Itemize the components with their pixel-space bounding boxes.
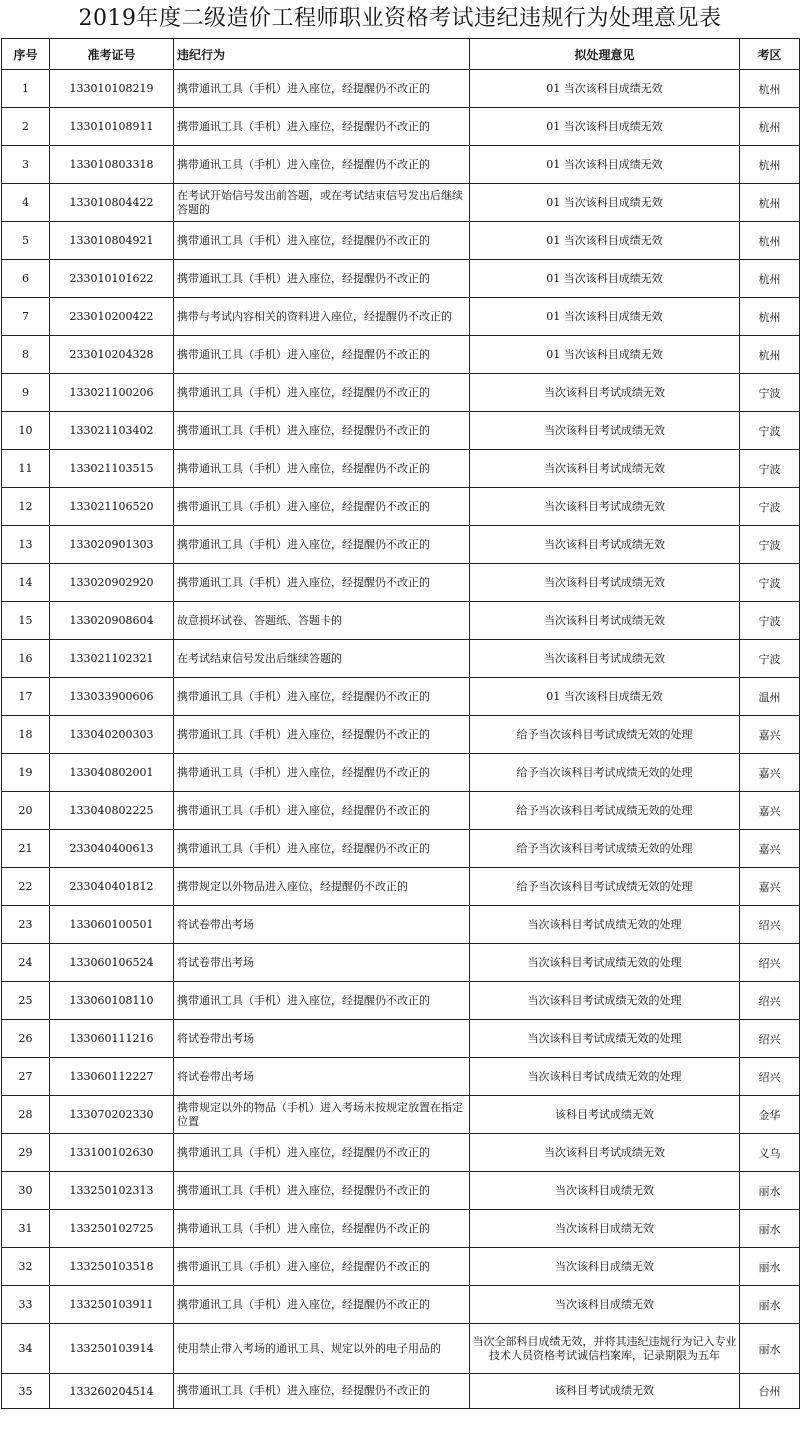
row-index: 12 — [2, 488, 50, 526]
table-row — [2, 754, 800, 792]
header-violation: 违纪行为 — [174, 39, 470, 70]
row-ticket-number: 133010803318 — [50, 146, 174, 184]
row-index: 7 — [2, 298, 50, 336]
row-ticket-number: 133250103911 — [50, 1286, 174, 1324]
table-row — [2, 868, 800, 906]
row-proposed-action: 给予当次该科目考试成绩无效的处理 — [470, 792, 740, 830]
row-index: 1 — [2, 70, 50, 108]
table-row — [2, 336, 800, 374]
row-ticket-number: 133060112227 — [50, 1058, 174, 1096]
row-ticket-number: 133010804921 — [50, 222, 174, 260]
row-index: 32 — [2, 1248, 50, 1286]
row-violation: 在考试结束信号发出后继续答题的 — [174, 640, 470, 678]
row-exam-area: 义乌 — [740, 1134, 800, 1172]
table-row — [2, 450, 800, 488]
row-violation: 携带通讯工具（手机）进入座位，经提醒仍不改正的 — [174, 488, 470, 526]
row-proposed-action: 当次该科目考试成绩无效 — [470, 488, 740, 526]
row-exam-area: 宁波 — [740, 488, 800, 526]
row-violation: 携带通讯工具（手机）进入座位，经提醒仍不改正的 — [174, 336, 470, 374]
row-exam-area: 嘉兴 — [740, 716, 800, 754]
table-row — [2, 564, 800, 602]
row-ticket-number: 133250103518 — [50, 1248, 174, 1286]
row-index: 11 — [2, 450, 50, 488]
row-index: 2 — [2, 108, 50, 146]
row-exam-area: 嘉兴 — [740, 792, 800, 830]
row-violation: 将试卷带出考场 — [174, 1020, 470, 1058]
table-row — [2, 70, 800, 108]
row-exam-area: 金华 — [740, 1096, 800, 1134]
row-index: 10 — [2, 412, 50, 450]
table-row — [2, 716, 800, 754]
row-violation: 携带规定以外的物品（手机）进入考场未按规定放置在指定位置 — [174, 1096, 470, 1134]
row-ticket-number: 133040200303 — [50, 716, 174, 754]
row-index: 13 — [2, 526, 50, 564]
table-row — [2, 222, 800, 260]
row-exam-area: 温州 — [740, 678, 800, 716]
table-row — [2, 412, 800, 450]
row-exam-area: 台州 — [740, 1374, 800, 1409]
row-proposed-action: 当次该科目考试成绩无效 — [470, 450, 740, 488]
row-index: 35 — [2, 1374, 50, 1409]
row-index: 28 — [2, 1096, 50, 1134]
row-proposed-action: 01 当次该科目成绩无效 — [470, 298, 740, 336]
row-proposed-action: 当次该科目考试成绩无效 — [470, 412, 740, 450]
row-violation: 携带通讯工具（手机）进入座位，经提醒仍不改正的 — [174, 108, 470, 146]
table-row — [2, 374, 800, 412]
row-ticket-number: 133060106524 — [50, 944, 174, 982]
row-proposed-action: 当次该科目成绩无效 — [470, 1286, 740, 1324]
row-violation: 携带通讯工具（手机）进入座位，经提醒仍不改正的 — [174, 146, 470, 184]
row-index: 18 — [2, 716, 50, 754]
row-exam-area: 绍兴 — [740, 906, 800, 944]
row-proposed-action: 当次该科目考试成绩无效的处理 — [470, 906, 740, 944]
row-index: 20 — [2, 792, 50, 830]
row-exam-area: 杭州 — [740, 108, 800, 146]
row-index: 29 — [2, 1134, 50, 1172]
row-ticket-number: 133020908604 — [50, 602, 174, 640]
row-proposed-action: 01 当次该科目成绩无效 — [470, 678, 740, 716]
row-index: 31 — [2, 1210, 50, 1248]
row-violation: 故意损坏试卷、答题纸、答题卡的 — [174, 602, 470, 640]
row-exam-area: 丽水 — [740, 1248, 800, 1286]
row-exam-area: 嘉兴 — [740, 754, 800, 792]
row-proposed-action: 01 当次该科目成绩无效 — [470, 70, 740, 108]
row-violation: 携带与考试内容相关的资料进入座位，经提醒仍不改正的 — [174, 298, 470, 336]
row-ticket-number: 133070202330 — [50, 1096, 174, 1134]
header-proposed-action: 拟处理意见 — [470, 39, 740, 70]
row-violation: 携带通讯工具（手机）进入座位，经提醒仍不改正的 — [174, 450, 470, 488]
page-title: 2019年度二级造价工程师职业资格考试违纪违规行为处理意见表 — [78, 6, 722, 31]
row-ticket-number: 133021103515 — [50, 450, 174, 488]
row-exam-area: 杭州 — [740, 336, 800, 374]
row-exam-area: 绍兴 — [740, 1058, 800, 1096]
row-ticket-number: 133260204514 — [50, 1374, 174, 1409]
row-index: 33 — [2, 1286, 50, 1324]
row-proposed-action: 01 当次该科目成绩无效 — [470, 146, 740, 184]
row-ticket-number: 233040400613 — [50, 830, 174, 868]
row-proposed-action: 当次该科目成绩无效 — [470, 1210, 740, 1248]
row-violation: 将试卷带出考场 — [174, 906, 470, 944]
table-header-row — [2, 39, 800, 70]
row-index: 26 — [2, 1020, 50, 1058]
row-proposed-action: 给予当次该科目考试成绩无效的处理 — [470, 868, 740, 906]
row-proposed-action: 当次该科目考试成绩无效的处理 — [470, 982, 740, 1020]
row-proposed-action: 给予当次该科目考试成绩无效的处理 — [470, 830, 740, 868]
table-row — [2, 640, 800, 678]
row-index: 9 — [2, 374, 50, 412]
table-body — [2, 70, 800, 1409]
row-violation: 携带通讯工具（手机）进入座位，经提醒仍不改正的 — [174, 1248, 470, 1286]
row-index: 24 — [2, 944, 50, 982]
row-exam-area: 绍兴 — [740, 944, 800, 982]
table-row — [2, 146, 800, 184]
row-exam-area: 宁波 — [740, 564, 800, 602]
row-exam-area: 嘉兴 — [740, 830, 800, 868]
row-violation: 携带通讯工具（手机）进入座位，经提醒仍不改正的 — [174, 1210, 470, 1248]
row-proposed-action: 当次该科目考试成绩无效的处理 — [470, 1020, 740, 1058]
row-proposed-action: 当次该科目考试成绩无效 — [470, 374, 740, 412]
row-index: 6 — [2, 260, 50, 298]
row-violation: 携带通讯工具（手机）进入座位，经提醒仍不改正的 — [174, 412, 470, 450]
header-index: 序号 — [2, 39, 50, 70]
row-ticket-number: 133100102630 — [50, 1134, 174, 1172]
table-row — [2, 1324, 800, 1374]
row-index: 3 — [2, 146, 50, 184]
row-violation: 携带通讯工具（手机）进入座位，经提醒仍不改正的 — [174, 1374, 470, 1409]
row-ticket-number: 133250102725 — [50, 1210, 174, 1248]
table-row — [2, 1134, 800, 1172]
row-index: 22 — [2, 868, 50, 906]
row-proposed-action: 当次该科目考试成绩无效 — [470, 602, 740, 640]
row-index: 23 — [2, 906, 50, 944]
row-violation: 将试卷带出考场 — [174, 944, 470, 982]
table-row — [2, 1286, 800, 1324]
row-violation: 使用禁止带入考场的通讯工具、规定以外的电子用品的 — [174, 1324, 470, 1374]
row-index: 8 — [2, 336, 50, 374]
row-index: 34 — [2, 1324, 50, 1374]
row-ticket-number: 133020902920 — [50, 564, 174, 602]
table-row — [2, 260, 800, 298]
row-exam-area: 杭州 — [740, 222, 800, 260]
row-proposed-action: 给予当次该科目考试成绩无效的处理 — [470, 754, 740, 792]
row-proposed-action: 当次该科目成绩无效 — [470, 1248, 740, 1286]
row-index: 30 — [2, 1172, 50, 1210]
row-exam-area: 宁波 — [740, 374, 800, 412]
table-row — [2, 1058, 800, 1096]
table-row — [2, 1374, 800, 1409]
row-ticket-number: 133010108219 — [50, 70, 174, 108]
row-ticket-number: 133040802225 — [50, 792, 174, 830]
row-index: 25 — [2, 982, 50, 1020]
row-ticket-number: 133250102313 — [50, 1172, 174, 1210]
row-proposed-action: 当次该科目考试成绩无效 — [470, 564, 740, 602]
row-exam-area: 绍兴 — [740, 982, 800, 1020]
row-proposed-action: 当次该科目考试成绩无效 — [470, 1134, 740, 1172]
row-ticket-number: 233040401812 — [50, 868, 174, 906]
row-violation: 携带通讯工具（手机）进入座位，经提醒仍不改正的 — [174, 526, 470, 564]
table-row — [2, 944, 800, 982]
row-violation: 携带通讯工具（手机）进入座位，经提醒仍不改正的 — [174, 564, 470, 602]
row-exam-area: 宁波 — [740, 412, 800, 450]
row-exam-area: 丽水 — [740, 1172, 800, 1210]
row-exam-area: 宁波 — [740, 450, 800, 488]
row-index: 27 — [2, 1058, 50, 1096]
row-proposed-action: 01 当次该科目成绩无效 — [470, 222, 740, 260]
row-ticket-number: 133021103402 — [50, 412, 174, 450]
row-exam-area: 绍兴 — [740, 1020, 800, 1058]
table-row — [2, 526, 800, 564]
row-violation: 携带通讯工具（手机）进入座位，经提醒仍不改正的 — [174, 678, 470, 716]
row-index: 16 — [2, 640, 50, 678]
row-index: 19 — [2, 754, 50, 792]
table-row — [2, 1020, 800, 1058]
row-violation: 携带规定以外物品进入座位，经提醒仍不改正的 — [174, 868, 470, 906]
row-proposed-action: 当次该科目考试成绩无效的处理 — [470, 944, 740, 982]
table-row — [2, 982, 800, 1020]
row-proposed-action: 当次全部科目成绩无效，并将其违纪违规行为记入专业技术人员资格考试诚信档案库，记录期限为五年 — [470, 1324, 740, 1374]
row-violation: 将试卷带出考场 — [174, 1058, 470, 1096]
row-violation: 在考试开始信号发出前答题，或在考试结束信号发出后继续答题的 — [174, 184, 470, 222]
row-ticket-number: 133250103914 — [50, 1324, 174, 1374]
table-row — [2, 1248, 800, 1286]
row-ticket-number: 133020901303 — [50, 526, 174, 564]
table-row — [2, 184, 800, 222]
row-ticket-number: 133033900606 — [50, 678, 174, 716]
row-violation: 携带通讯工具（手机）进入座位，经提醒仍不改正的 — [174, 1286, 470, 1324]
row-ticket-number: 133021100206 — [50, 374, 174, 412]
row-exam-area: 丽水 — [740, 1286, 800, 1324]
header-ticket-number: 准考证号 — [50, 39, 174, 70]
row-violation: 携带通讯工具（手机）进入座位，经提醒仍不改正的 — [174, 830, 470, 868]
row-proposed-action: 该科目考试成绩无效 — [470, 1374, 740, 1409]
row-violation: 携带通讯工具（手机）进入座位，经提醒仍不改正的 — [174, 716, 470, 754]
row-index: 21 — [2, 830, 50, 868]
row-ticket-number: 133060108110 — [50, 982, 174, 1020]
table-row — [2, 906, 800, 944]
row-proposed-action: 01 当次该科目成绩无效 — [470, 108, 740, 146]
row-proposed-action: 给予当次该科目考试成绩无效的处理 — [470, 716, 740, 754]
table-row — [2, 602, 800, 640]
violations-table — [1, 38, 800, 1409]
table-row — [2, 1172, 800, 1210]
row-violation: 携带通讯工具（手机）进入座位，经提醒仍不改正的 — [174, 754, 470, 792]
row-exam-area: 丽水 — [740, 1324, 800, 1374]
table-row — [2, 488, 800, 526]
row-violation: 携带通讯工具（手机）进入座位，经提醒仍不改正的 — [174, 1172, 470, 1210]
row-ticket-number: 133010804422 — [50, 184, 174, 222]
row-exam-area: 宁波 — [740, 602, 800, 640]
row-proposed-action: 当次该科目考试成绩无效的处理 — [470, 1058, 740, 1096]
row-ticket-number: 133040802001 — [50, 754, 174, 792]
row-exam-area: 杭州 — [740, 298, 800, 336]
table-row — [2, 792, 800, 830]
row-index: 14 — [2, 564, 50, 602]
row-index: 15 — [2, 602, 50, 640]
row-exam-area: 宁波 — [740, 526, 800, 564]
row-violation: 携带通讯工具（手机）进入座位，经提醒仍不改正的 — [174, 374, 470, 412]
row-exam-area: 杭州 — [740, 70, 800, 108]
row-index: 17 — [2, 678, 50, 716]
table-row — [2, 1210, 800, 1248]
row-ticket-number: 133021102321 — [50, 640, 174, 678]
row-ticket-number: 133010108911 — [50, 108, 174, 146]
row-proposed-action: 01 当次该科目成绩无效 — [470, 336, 740, 374]
table-row — [2, 108, 800, 146]
row-exam-area: 嘉兴 — [740, 868, 800, 906]
row-proposed-action: 该科目考试成绩无效 — [470, 1096, 740, 1134]
row-ticket-number: 233010204328 — [50, 336, 174, 374]
row-proposed-action: 当次该科目成绩无效 — [470, 1172, 740, 1210]
header-exam-area: 考区 — [740, 39, 800, 70]
row-index: 5 — [2, 222, 50, 260]
table-row — [2, 298, 800, 336]
row-proposed-action: 01 当次该科目成绩无效 — [470, 260, 740, 298]
row-ticket-number: 133021106520 — [50, 488, 174, 526]
row-exam-area: 宁波 — [740, 640, 800, 678]
row-violation: 携带通讯工具（手机）进入座位，经提醒仍不改正的 — [174, 260, 470, 298]
row-proposed-action: 当次该科目考试成绩无效 — [470, 526, 740, 564]
row-ticket-number: 133060111216 — [50, 1020, 174, 1058]
row-violation: 携带通讯工具（手机）进入座位，经提醒仍不改正的 — [174, 70, 470, 108]
row-violation: 携带通讯工具（手机）进入座位，经提醒仍不改正的 — [174, 982, 470, 1020]
row-ticket-number: 233010101622 — [50, 260, 174, 298]
table-row — [2, 678, 800, 716]
row-violation: 携带通讯工具（手机）进入座位，经提醒仍不改正的 — [174, 222, 470, 260]
row-exam-area: 杭州 — [740, 146, 800, 184]
row-ticket-number: 133060100501 — [50, 906, 174, 944]
row-violation: 携带通讯工具（手机）进入座位，经提醒仍不改正的 — [174, 792, 470, 830]
row-proposed-action: 当次该科目考试成绩无效 — [470, 640, 740, 678]
row-exam-area: 丽水 — [740, 1210, 800, 1248]
row-proposed-action: 01 当次该科目成绩无效 — [470, 184, 740, 222]
row-ticket-number: 233010200422 — [50, 298, 174, 336]
row-violation: 携带通讯工具（手机）进入座位，经提醒仍不改正的 — [174, 1134, 470, 1172]
row-exam-area: 杭州 — [740, 184, 800, 222]
row-exam-area: 杭州 — [740, 260, 800, 298]
row-index: 4 — [2, 184, 50, 222]
table-row — [2, 830, 800, 868]
table-row — [2, 1096, 800, 1134]
